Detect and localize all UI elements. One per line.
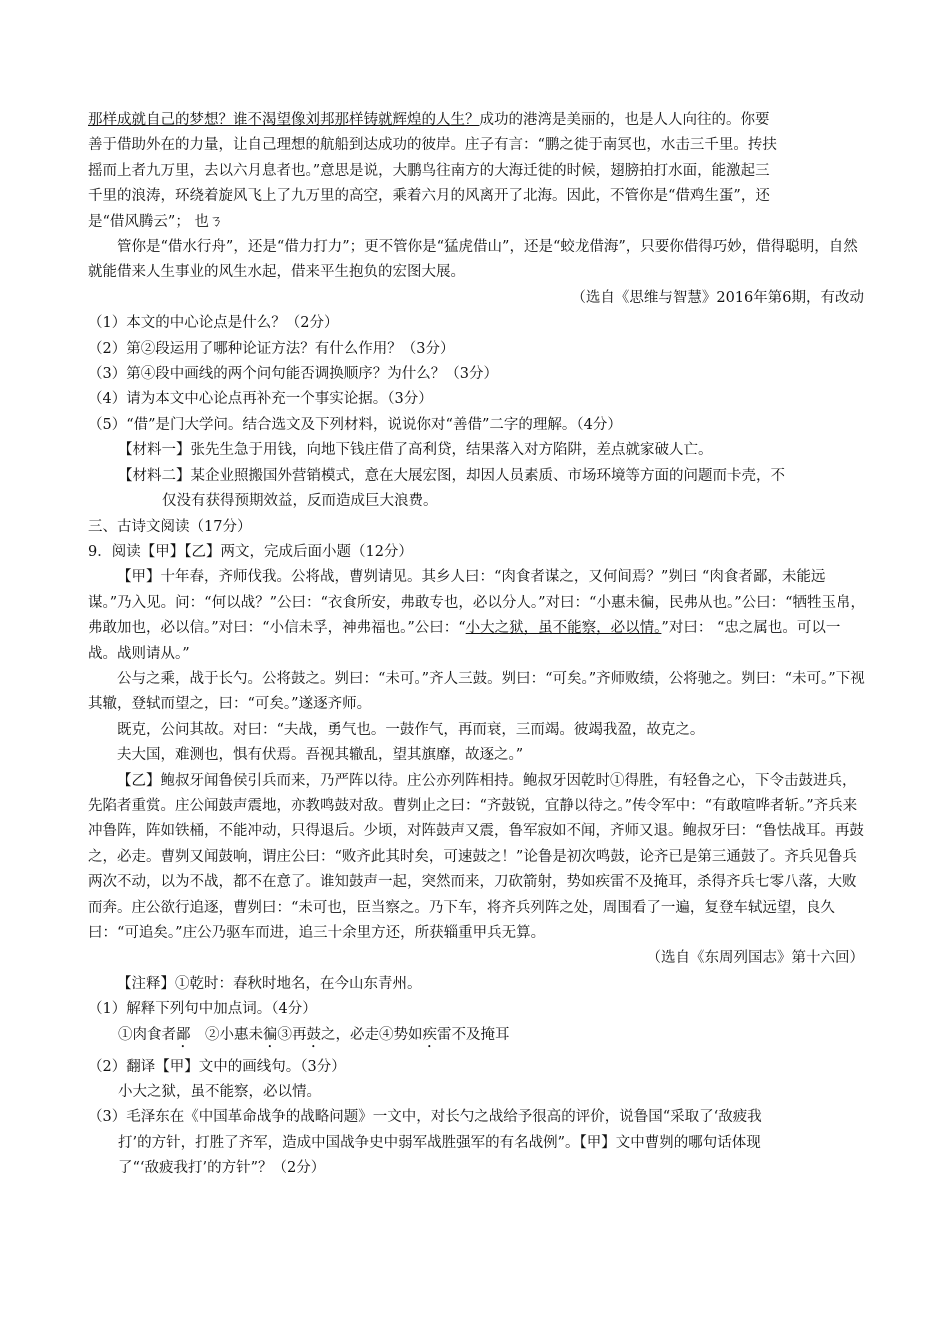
passage-line: 千里的浪涛，环绕着旋风飞上了九万里的高空，乘着六月的风离开了北海。因此，不管你是“借鸡生蛋”，还: [88, 188, 770, 205]
yi-paragraph: 【乙】鲍叔牙闻鲁侯引兵而来，乃严阵以待。庄公亦列阵相持。鲍叔牙因乾时①得胜，有轻鲁之心，下令击鼓进兵，先陷者重赏。庄公闻鼓声震地，亦教鸣鼓对敌。曹刿止之曰：“齐鼓锐，宜静以待之。”传令军中：“有敢喧哗者斩。”齐兵来冲鲁阵，阵如铁桶，不能冲动，只得退后。少顷，对阵鼓声又震，鲁军寂如不闻，齐师又退。鲍叔牙曰：“鲁怯战耳。再鼓之，必走。曹刿又闻鼓响，谓庄公曰：“败齐此其时矣，可速鼓之！”论鲁是初次鸣鼓，论齐已是第三通鼓了。齐兵见鲁兵两次不动，以为不战，都不在意了。谁知鼓声一起，突然而来，刀砍箭射，势如疾雷不及掩耳，杀得齐兵七零八落，大败而奔。庄公欲行追逐，曹刿曰：“未可也，臣当察之。乃下车，将齐兵列阵之处，周围看了一遍，复登车轼远望，良久曰：“可追矣。”庄公乃驱车而进，追三十余里方还，所获辎重甲兵无算。: [88, 772, 864, 941]
section-heading: 三、古诗文阅读（17分）: [88, 518, 252, 535]
underlined-sentence: 小大之狱，虽不能察，必以情。: [465, 620, 662, 637]
passage-text: 成功的港湾是美丽的，也是人人向往的。你要: [479, 112, 770, 128]
annotation-note: 【注释】①乾时：春秋时地名，在今山东青州。: [117, 975, 422, 992]
passage-line: 善于借助外在的力量，让自己理想的航船到达成功的彼岸。庄子有言：“鹏之徙于南冥也，水击三千里。抟扶: [88, 137, 777, 154]
subquestion-3-cont: 了“‘敌疲我打’的方针”？（2分）: [118, 1160, 326, 1177]
subquestion-2-text: 小大之狱，虽不能察，必以情。: [118, 1084, 321, 1101]
passage-line: 摇而上者九万里，去以六月息者也。”意思是说，大鹏鸟往南方的大海迁徙的时候，翅膀拍打水面，能激起三: [88, 162, 770, 179]
passage-line: [88, 108, 868, 133]
item-text: 雷不及掩耳: [437, 1026, 510, 1043]
passage-line: 是“借风腾云”； 也ㄋ: [88, 213, 224, 230]
subquestion-1-items: [88, 1023, 868, 1051]
question-9: 9．阅读【甲】【乙】两文，完成后面小题（12分）: [88, 543, 413, 560]
yi-source: （选自《东周列国志》第十六回）: [646, 950, 864, 967]
subquestion-2: （2）翻译【甲】文中的画线句。（3分）: [88, 1058, 346, 1075]
question-3: （3）第④段中画线的两个问句能否调换顺序？为什么？（3分）: [88, 366, 498, 383]
material-2-continued: 仅没有获得预期效益，反而造成巨大浪费。: [162, 493, 438, 510]
question-5: （5）“借”是门大学问。结合选文及下列材料，说说你对“善借”二字的理解。（4分）: [88, 416, 622, 433]
dotted-word: 鼓: [306, 1026, 321, 1043]
item-text: 之，必走④势如: [321, 1026, 423, 1043]
material-2: 【材料二】某企业照搬国外营销模式，意在大展宏图，却因人员素质、市场环境等方面的问题而卡壳，不: [118, 467, 785, 484]
dotted-word: 疾: [422, 1026, 437, 1043]
question-4: （4）请为本文中心论点再补充一个事实论据。（3分）: [88, 391, 433, 408]
jia-paragraph-3: 既克，公问其故。对曰：“夫战，勇气也。一鼓作气，再而衰，三而竭。彼竭我盈，故克之。: [117, 721, 705, 738]
question-1: （1）本文的中心论点是什么？（2分）: [88, 315, 339, 332]
jia-text: ”对曰： “忠之属也。可以一战。战则请从。”: [88, 620, 841, 662]
passage-paragraph: 管你是“借水行舟”，还是“借力打力”；更不管你是“猛虎借山”，还是“蛟龙借海”，只要你借得巧妙，借得聪明，自然就能借来人生事业的风生水起，借来平生抱负的宏图大展。: [88, 239, 858, 281]
material-1: 【材料一】张先生急于用钱，向地下钱庄借了高利贷，结果落入对方陷阱，差点就家破人亡。: [118, 442, 713, 459]
subquestion-3: （3）毛泽东在《中国革命战争的战略问题》一文中，对长勺之战给予很高的评价，说鲁国“采取了‘敌疲我: [88, 1109, 762, 1126]
dotted-word: 鄙: [176, 1026, 191, 1043]
subquestion-1: （1）解释下列句中加点词。（4分）: [88, 1001, 317, 1018]
underlined-questions: 那样成就自己的梦想？谁不渴望像刘邦那样铸就辉煌的人生？: [88, 112, 480, 128]
item-text: ③再: [277, 1026, 307, 1043]
jia-paragraph-2: 公与之乘，战于长勺。公将鼓之。刿曰：“未可。”齐人三鼓。刿曰：“可矣。”齐师败绩，公将驰之。刿曰：“未可。”下视其辙，登轼而望之，曰：“可矣。”遂逐齐师。: [88, 670, 865, 713]
item-text: ②小惠未: [205, 1026, 263, 1043]
jia-paragraph-4: 夫大国，难测也，惧有伏焉。吾视其辙乱，望其旗靡，故逐之。”: [117, 747, 524, 764]
passage-source: （选自《思维与智慧》2016年第6期，有改动: [571, 289, 864, 306]
dotted-word: 徧: [263, 1026, 278, 1043]
exam-page: [88, 108, 868, 1182]
item-text: ①肉食者: [118, 1026, 176, 1043]
question-2: （2）第②段运用了哪种论证方法？有什么作用？（3分）: [88, 340, 455, 357]
jia-text: 【甲】十年春，齐师伐我。公将战，曹刿请见。其乡人曰：“肉食者谋之，又何间焉？”刿曰 “肉食者鄙，未能远谋。”乃入见。问：“何以战？”公曰：“衣食所安，弗敢专也，必以分人。”对曰：“小惠未徧，民弗从也。”公曰：“牺牲玉帛，弗敢加也，必以信。”对曰：“小信未孚，神弗福也。”公曰：“: [88, 569, 866, 637]
subquestion-3-cont: 打’的方针，打胜了齐军，造成中国战争史中弱军战胜强军的有名战例”。【甲】文中曹刿的哪句话体现: [118, 1134, 761, 1151]
jia-paragraph-1: [88, 565, 868, 667]
